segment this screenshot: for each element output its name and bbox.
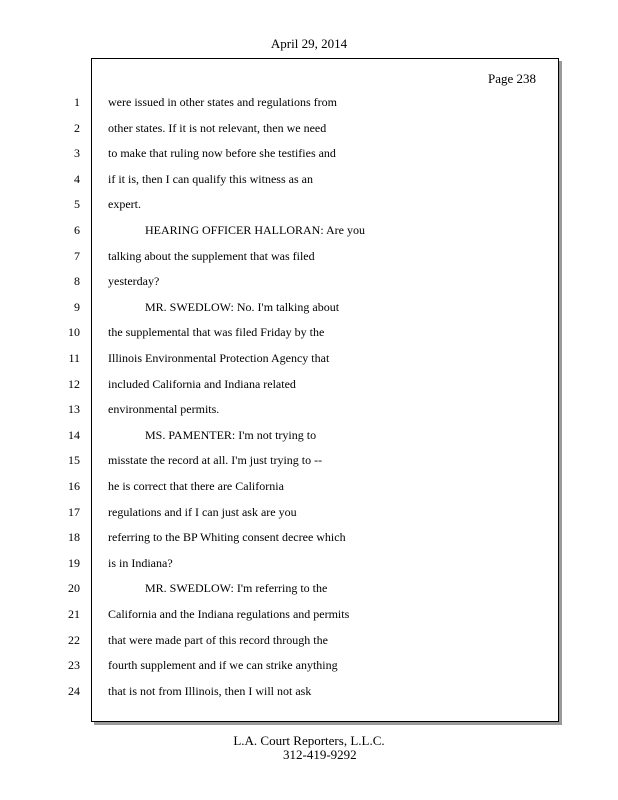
line-text: is in Indiana? xyxy=(108,555,173,570)
line-number: 21 xyxy=(68,607,80,621)
line-number: 7 xyxy=(74,248,80,263)
line-number: 23 xyxy=(68,658,80,673)
line-text: talking about the supplement that was filed xyxy=(108,248,315,263)
line-number: 18 xyxy=(68,530,80,545)
line-text: Illinois Environmental Protection Agency that xyxy=(108,351,330,365)
line-text: fourth supplement and if we can strike anything xyxy=(108,658,338,673)
line-number: 12 xyxy=(68,376,80,391)
line-text: MR. SWEDLOW: No. I'm talking about xyxy=(145,299,340,314)
line-text: included California and Indiana related xyxy=(108,376,296,391)
line-text: referring to the BP Whiting consent decree which xyxy=(108,530,346,545)
line-number: 19 xyxy=(68,555,80,570)
line-text: he is correct that there are California xyxy=(108,479,284,493)
line-number: 10 xyxy=(68,325,80,340)
line-number: 16 xyxy=(68,479,80,493)
line-number: 8 xyxy=(74,274,80,289)
line-number: 4 xyxy=(74,171,80,186)
line-number: 20 xyxy=(68,581,80,596)
line-number: 3 xyxy=(74,146,80,161)
line-text: California and the Indiana regulations and permits xyxy=(108,607,350,621)
line-text: if it is, then I can qualify this witness as an xyxy=(108,171,313,186)
line-text: expert. xyxy=(108,197,141,212)
line-number: 17 xyxy=(68,504,80,519)
line-text: that is not from Illinois, then I will not ask xyxy=(108,683,312,698)
transcript-date: April 29, 2014 xyxy=(270,36,348,51)
line-number: 24 xyxy=(68,683,80,698)
line-number: 11 xyxy=(68,351,80,365)
line-number: 6 xyxy=(74,223,80,237)
reporter-phone: 312-419-9292 xyxy=(283,747,357,762)
line-text: MR. SWEDLOW: I'm referring to the xyxy=(145,581,328,596)
line-number: 15 xyxy=(68,453,80,468)
line-number: 1 xyxy=(74,95,80,109)
line-number: 13 xyxy=(68,402,80,417)
line-text: yesterday? xyxy=(108,274,160,289)
reporter-company: L.A. Court Reporters, L.L.C. xyxy=(233,733,385,748)
line-text: the supplemental that was filed Friday by the xyxy=(108,325,325,340)
line-text: HEARING OFFICER HALLORAN: Are you xyxy=(145,223,365,237)
line-number: 5 xyxy=(74,197,80,212)
line-text: were issued in other states and regulations from xyxy=(108,95,337,109)
line-text: environmental permits. xyxy=(108,402,220,417)
line-text: that were made part of this record through the xyxy=(108,632,328,647)
line-number: 14 xyxy=(68,427,80,442)
line-number: 22 xyxy=(68,632,80,647)
line-number: 2 xyxy=(74,120,80,135)
line-number: 9 xyxy=(74,299,80,314)
page-number: Page 238 xyxy=(487,71,536,86)
line-text: regulations and if I can just ask are you xyxy=(108,504,297,519)
line-text: misstate the record at all. I'm just trying to -- xyxy=(108,453,323,468)
line-text: MS. PAMENTER: I'm not trying to xyxy=(145,427,317,442)
line-text: to make that ruling now before she testifies and xyxy=(108,146,336,161)
line-text: other states. If it is not relevant, then we need xyxy=(108,120,327,135)
